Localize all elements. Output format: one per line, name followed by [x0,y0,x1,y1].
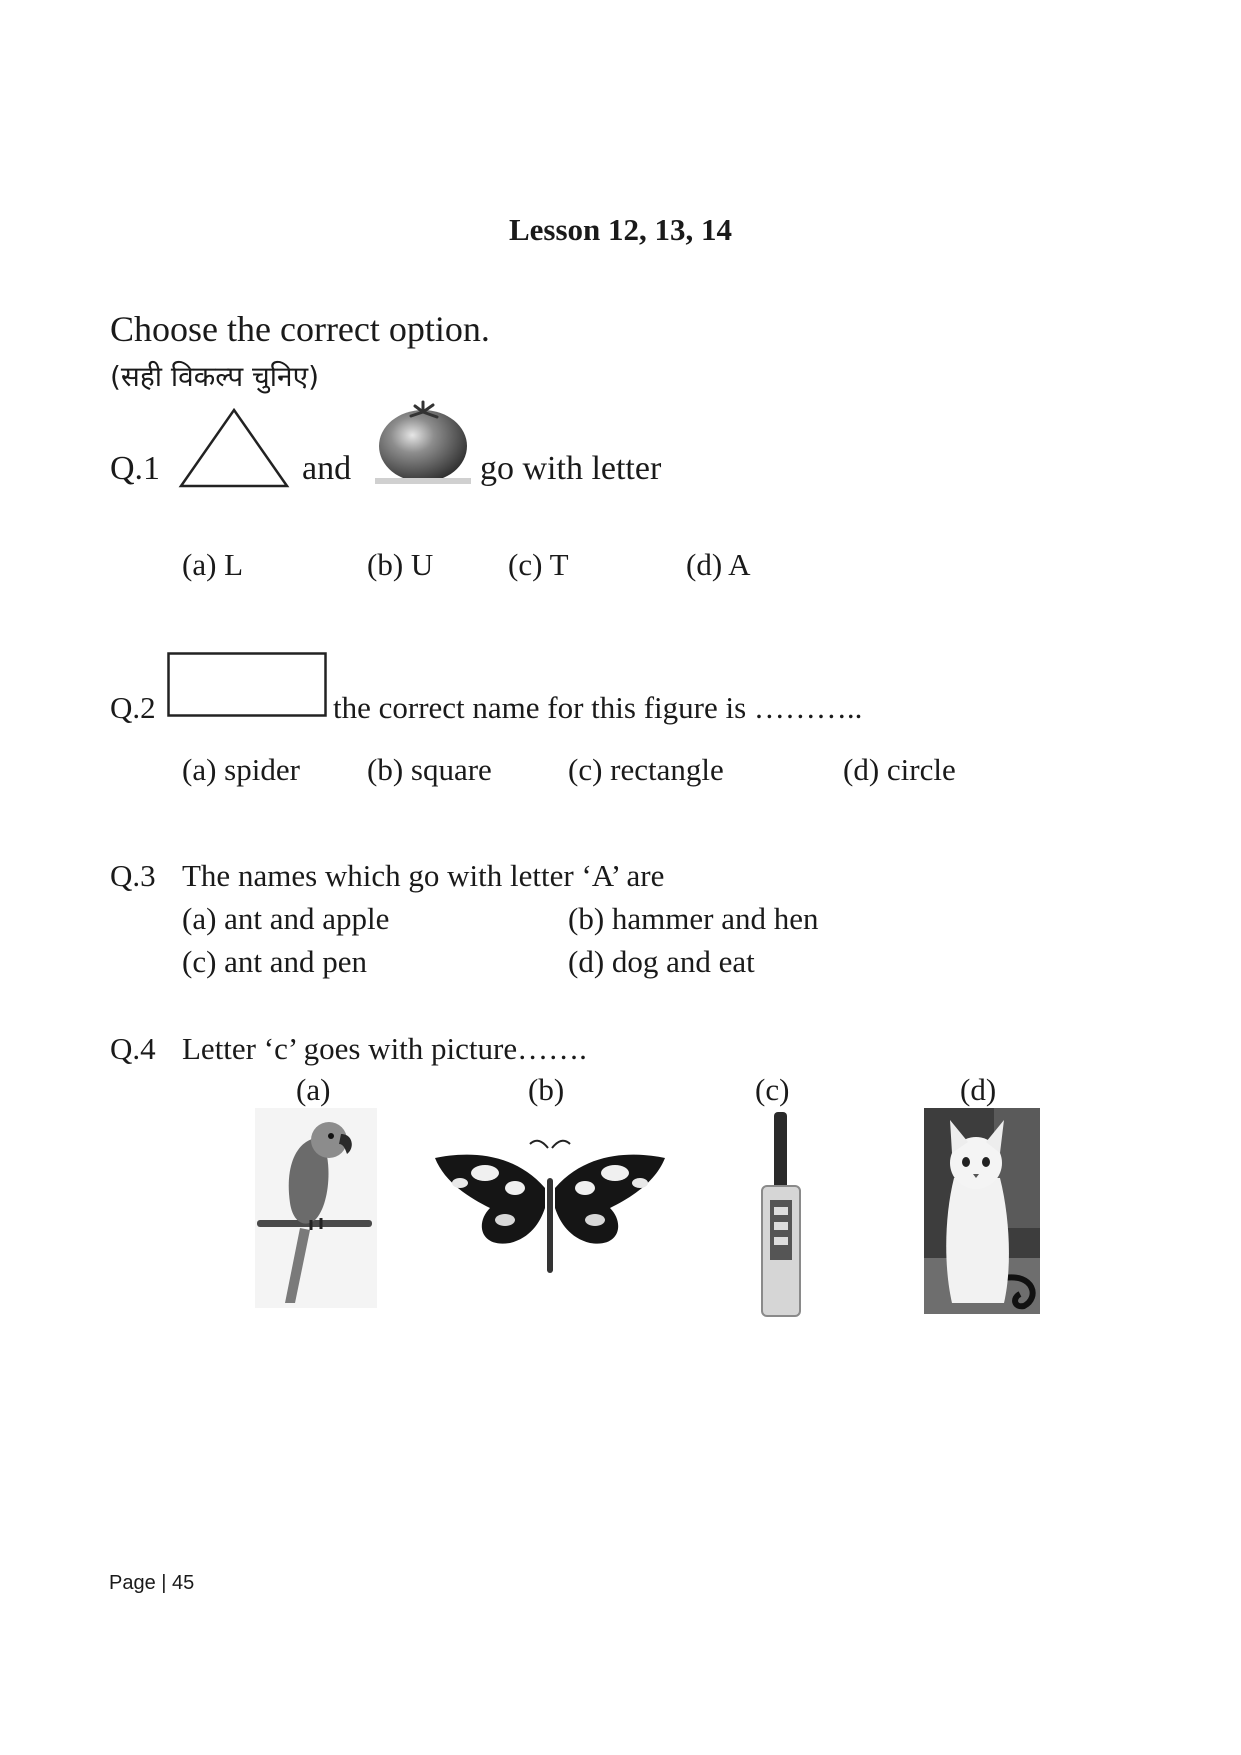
q4-number: Q.4 [110,1031,156,1066]
q1-go-with-letter-text: go with letter [480,450,662,487]
q2-option-c[interactable]: (c) rectangle [568,752,724,787]
q1-and-text: and [302,450,352,487]
cricket-bat-image[interactable] [756,1112,806,1317]
parrot-image[interactable] [255,1108,377,1308]
q2-number: Q.2 [110,690,156,725]
q3-option-b[interactable]: (b) hammer and hen [568,901,819,936]
instruction-text: Choose the correct option. [110,309,490,349]
q4-label-d: (d) [960,1072,997,1107]
q2-option-d[interactable]: (d) circle [843,752,956,787]
q4-label-c: (c) [755,1072,790,1107]
q3-option-a[interactable]: (a) ant and apple [182,901,390,936]
q3-option-c[interactable]: (c) ant and pen [182,944,368,979]
q4-question-text: Letter ‘c’ goes with picture……. [182,1031,587,1066]
q2-option-a[interactable]: (a) spider [182,752,300,787]
butterfly-image[interactable] [430,1138,670,1273]
page-number-footer: Page | 45 [109,1572,195,1594]
q3-number: Q.3 [110,858,156,893]
q2-question-text: the correct name for this figure is ……….. [333,690,863,725]
triangle-image [178,408,290,488]
q1-option-d[interactable]: (d) A [686,547,751,582]
q3-question-text: The names which go with letter ‘A’ are [182,858,665,893]
rectangle-image [167,652,327,717]
q1-option-c[interactable]: (c) T [508,547,569,582]
q1-option-a[interactable]: (a) L [182,547,244,582]
lesson-title: Lesson 12, 13, 14 [508,212,733,247]
q2-option-b[interactable]: (b) square [367,752,492,787]
q1-number: Q.1 [110,450,161,487]
q4-label-b: (b) [528,1072,565,1107]
instruction-hindi-text: (सही विकल्प चुनिए) [110,360,319,393]
q1-option-b[interactable]: (b) U [367,547,434,582]
cat-image[interactable] [924,1108,1040,1314]
tomato-image [375,398,471,484]
q4-label-a: (a) [296,1072,331,1107]
q3-option-d[interactable]: (d) dog and eat [568,944,755,979]
